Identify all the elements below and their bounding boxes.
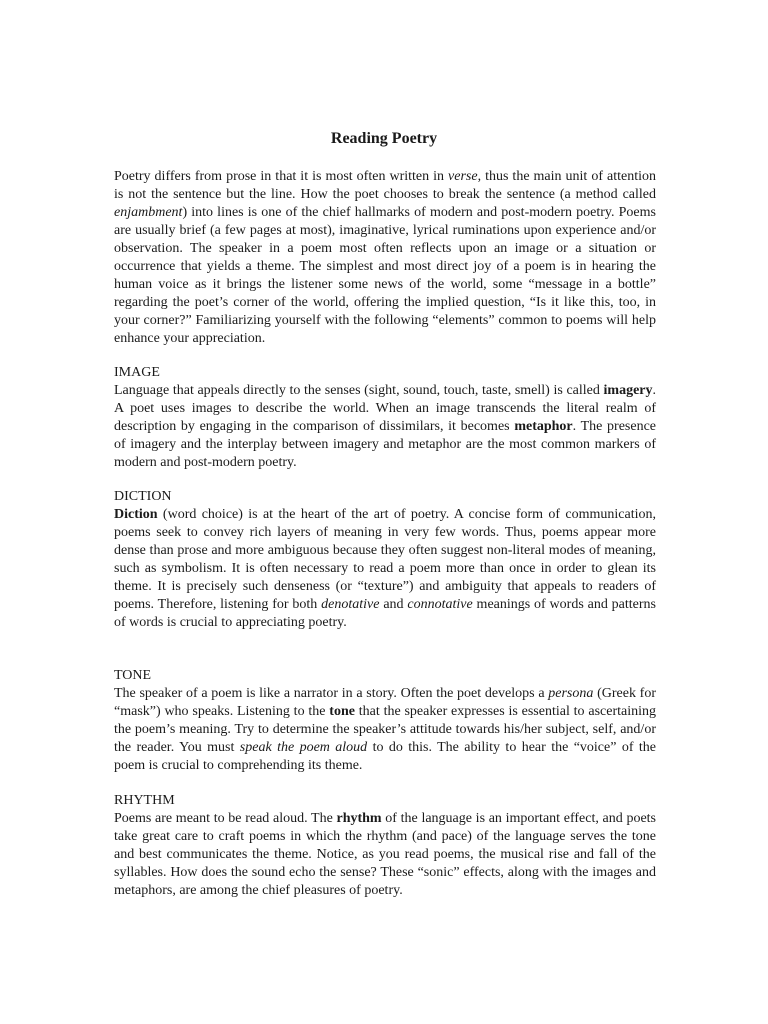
italic-term: connotative	[407, 597, 473, 612]
tone-paragraph	[114, 685, 656, 775]
bold-term: Diction	[114, 507, 158, 522]
image-paragraph	[114, 382, 656, 472]
body-text: ) into lines is one of the chief hallmarks of modern and post-modern poetry. Poems are usually brief (a few pages at most), imaginative, lyrical ruminations upon experience and/or observation. The speaker in a poem most often reflects upon an image or a situation or occurrence that yields a theme. The simplest and most direct joy of a poem is in hearing the human voice as it brings the listener some news of the world, some “message in a bottle” regarding the poet’s corner of the world, offering the implied question, “Is it like this, too, in your corner?” Familiarizing yourself with the following “elements” common to poems will help enhance your appreciation.	[114, 205, 656, 346]
diction-heading: DICTION	[114, 489, 172, 504]
image-heading: IMAGE	[114, 365, 160, 380]
body-text: to do this. The ability to hear the “voice” of the poem is crucial to comprehending its theme.	[114, 740, 656, 773]
body-text: that the speaker expresses is essential to ascertaining the poem’s meaning. Try to determine the speaker’s attitude towards his/her subject, self, and/or the reader. You must	[114, 704, 656, 755]
body-text: . A poet uses images to describe the world. When an image transcends the literal realm of description by engaging in the comparison of dissimilars, it becomes	[114, 383, 656, 434]
page-title: Reading Poetry	[330, 130, 438, 147]
body-text: Language that appeals directly to the senses (sight, sound, touch, taste, smell) is called	[114, 383, 604, 398]
bold-term: tone	[329, 704, 355, 719]
body-text: Poetry differs from prose in that it is most often written in	[114, 169, 449, 184]
body-text: (Greek for “mask”) who speaks. Listening to the	[114, 686, 657, 719]
intro-paragraph	[114, 168, 656, 348]
rhythm-paragraph	[114, 810, 656, 900]
italic-term: verse	[448, 169, 478, 184]
body-text: of the language is an important effect, and poets take great care to craft poems in which the rhythm (and pace) of the language serves the tone and best communicates the theme. Notice, as you read poems, the musical rise and fall of the syllables. How does the sound echo the sense? These “sonic” effects, along with the images and metaphors, are among the chief pleasures of poetry.	[114, 811, 656, 898]
italic-term: persona	[548, 686, 594, 701]
italic-term: enjambment	[114, 205, 183, 220]
bold-term: imagery	[603, 383, 653, 398]
body-text: , thus the main unit of attention is not the sentence but the line. How the poet chooses to break the sentence (a method called	[114, 169, 656, 202]
body-text: . The presence of imagery and the interplay between imagery and metaphor are the most common markers of modern and post-modern poetry.	[114, 419, 656, 470]
body-text: The speaker of a poem is like a narrator in a story. Often the poet develops a	[114, 686, 549, 701]
bold-term: metaphor	[514, 419, 573, 434]
body-text: and	[379, 597, 408, 612]
body-text: meanings of words and patterns of words is crucial to appreciating poetry.	[114, 597, 657, 630]
tone-heading: TONE	[114, 668, 152, 683]
bold-term: rhythm	[336, 811, 382, 826]
diction-paragraph	[114, 506, 656, 632]
italic-term: speak the poem aloud	[239, 740, 368, 755]
body-text: Poems are meant to be read aloud. The	[114, 811, 337, 826]
body-text: (word choice) is at the heart of the art of poetry. A concise form of communication, poems seek to convey rich layers of meaning in very few words. Thus, poems appear more dense than prose and more ambiguous because they often suggest non-literal modes of meaning, such as symbolism. It is often necessary to read a poem more than once in order to glean its theme. It is precisely such denseness (or “texture”) and ambiguity that appeals to readers of poems. Therefore, listening for both	[114, 507, 656, 612]
italic-term: denotative	[321, 597, 380, 612]
rhythm-heading: RHYTHM	[114, 793, 175, 808]
